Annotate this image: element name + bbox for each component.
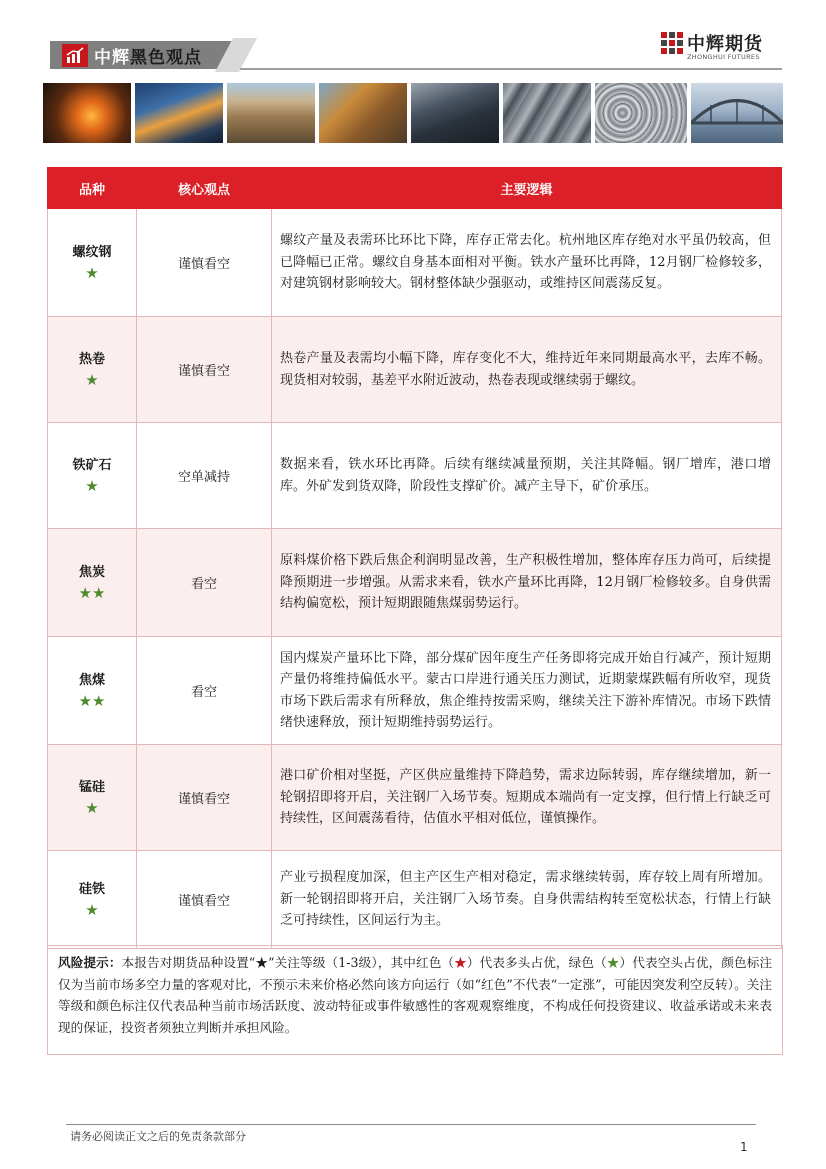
table-row xyxy=(48,423,782,529)
product-cell xyxy=(48,637,137,745)
rebar-bundle-photo xyxy=(595,83,687,143)
table-row xyxy=(48,317,782,423)
company-logo xyxy=(661,30,781,64)
col-header-product: 品种 xyxy=(48,168,137,209)
product-cell xyxy=(48,317,137,423)
core-view: 谨慎看空 xyxy=(137,317,272,423)
main-logic: 国内煤炭产量环比下降，部分煤矿因年度生产任务即将完成开始自行减产，预计短期产量仍将维持偏低水平。蒙古口岸进行通关压力测试，近期蒙煤跌幅有所收窄，现货市场下跌后需求有所释放，焦企维持按需采购，继续关注下游补库情况。市场下跌情绪快速释放，预计短期维持弱势运行。 xyxy=(272,637,782,745)
steel-bridge-photo xyxy=(691,83,783,143)
table-row xyxy=(48,745,782,851)
mine-tunnel-photo xyxy=(135,83,223,143)
black-star-icon: ★ xyxy=(255,955,269,970)
rating-star-icon: ★ xyxy=(85,263,99,282)
product-name: 铁矿石 xyxy=(72,457,112,473)
product-cell xyxy=(48,851,137,949)
rating-star-icon: ★ xyxy=(85,370,99,389)
product-name: 焦炭 xyxy=(78,564,105,580)
open-pit-mine-photo xyxy=(227,83,315,143)
table-header-row xyxy=(48,168,782,209)
rating-star-icon: ★ xyxy=(85,476,99,495)
product-name: 热卷 xyxy=(78,351,105,367)
company-logo-icon xyxy=(661,32,683,54)
core-view: 谨慎看空 xyxy=(137,851,272,949)
product-cell xyxy=(48,423,137,529)
risk-text-part: ）代表空头占优，颜色标注仅为当前市场多空力量的客观对比，不预示未来价格必然向该方向运行（如“红色”不代表“一定涨”，可能因突发利空反转）。关注等级和颜色标注仅代表品种当前市场活跃度、波动特征或事件敏感性的客观观察维度，不构成任何投资建议、收益承诺或未来表现的保证，投资者须独立判断并承担风险。 xyxy=(58,955,773,1035)
views-table xyxy=(47,167,782,949)
excavator-wheel-photo xyxy=(319,83,407,143)
product-cell xyxy=(48,209,137,317)
page-number: 1 xyxy=(740,1140,748,1154)
table-row xyxy=(48,851,782,949)
product-name: 螺纹钢 xyxy=(72,244,112,260)
product-cell xyxy=(48,745,137,851)
main-logic: 原料煤价格下跌后焦企利润明显改善，生产积极性增加，整体库存压力尚可，后续提降预期进一步增强。从需求来看，铁水产量环比再降，12月钢厂检修较多。自身供需结构偏宽松，预计短期跟随焦煤弱势运行。 xyxy=(272,529,782,637)
core-view: 空单减持 xyxy=(137,423,272,529)
rating-star-icon: ★ xyxy=(85,798,99,817)
header-rule xyxy=(240,68,782,70)
section-title: 中辉黑色观点 xyxy=(94,48,202,68)
core-view: 看空 xyxy=(137,637,272,745)
green-star-icon: ★ xyxy=(606,955,620,970)
red-star-icon: ★ xyxy=(454,955,467,970)
risk-text-part: 本报告对期货品种设置“ xyxy=(121,955,256,970)
core-view: 谨慎看空 xyxy=(137,209,272,317)
company-name-en: ZHONGHUI FUTURES xyxy=(687,53,760,61)
rating-star-icon: ★★ xyxy=(78,691,106,710)
product-name: 锰硅 xyxy=(78,779,105,795)
footer-disclaimer: 请务必阅读正文之后的免责条款部分 xyxy=(70,1130,246,1143)
core-view: 谨慎看空 xyxy=(137,745,272,851)
col-header-core-view: 核心观点 xyxy=(137,168,272,209)
rating-star-icon: ★ xyxy=(85,900,99,919)
chart-logo-icon xyxy=(62,44,88,67)
steel-furnace-photo xyxy=(43,83,131,143)
industry-photo-strip xyxy=(43,83,783,143)
main-logic: 螺纹产量及表需环比环比下降，库存正常去化。杭州地区库存绝对水平虽仍较高，但已降幅已正常。螺纹自身基本面相对平衡。铁水产量环比再降，12月钢厂检修较多，对建筑钢材影响较大。钢材整体缺少强驱动，或维持区间震荡反复。 xyxy=(272,209,782,317)
footer-rule xyxy=(66,1124,756,1125)
product-name: 硅铁 xyxy=(78,881,105,897)
table-row xyxy=(48,529,782,637)
ferroalloy-chunks-photo xyxy=(503,83,591,143)
risk-text-part: ）代表多头占优，绿色（ xyxy=(466,955,607,970)
company-name-cn: 中辉期货 xyxy=(687,34,763,55)
coal-lumps-photo xyxy=(411,83,499,143)
col-header-main-logic: 主要逻辑 xyxy=(272,168,782,209)
table-row xyxy=(48,637,782,745)
main-logic: 港口矿价相对坚挺，产区供应量维持下降趋势，需求边际转弱，库存继续增加，新一轮钢招即将开启，关注钢厂入场节奏。短期成本端尚有一定支撑，但行情上行缺乏可持续性，区间震荡看待，估值水平相对低位，谨慎操作。 xyxy=(272,745,782,851)
main-logic: 数据来看，铁水环比再降。后续有继续减量预期，关注其降幅。钢厂增库，港口增库。外矿发到货双降，阶段性支撑矿价。减产主导下，矿价承压。 xyxy=(272,423,782,529)
core-view: 看空 xyxy=(137,529,272,637)
product-cell xyxy=(48,529,137,637)
product-name: 焦煤 xyxy=(78,672,105,688)
table-row xyxy=(48,209,782,317)
risk-text-part: ”关注等级（1-3级），其中红色（ xyxy=(268,955,455,970)
rating-star-icon: ★★ xyxy=(78,583,106,602)
main-logic: 产业亏损程度加深，但主产区生产相对稳定，需求继续转弱，库存较上周有所增加。新一轮钢招即将开启，关注钢厂入场节奏。自身供需结构转至宽松状态，行情上行缺乏可持续性，区间运行为主。 xyxy=(272,851,782,949)
risk-label: 风险提示： xyxy=(58,955,122,970)
risk-disclosure xyxy=(47,945,783,1055)
main-logic: 热卷产量及表需均小幅下降，库存变化不大，维持近年来同期最高水平，去库不畅。现货相对较弱，基差平水附近波动，热卷表现或继续弱于螺纹。 xyxy=(272,317,782,423)
